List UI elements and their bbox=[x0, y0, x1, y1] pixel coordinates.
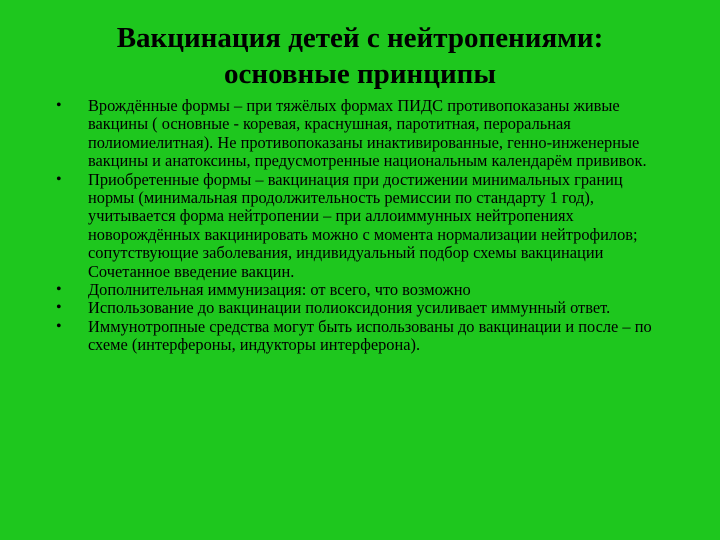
bullet-item-polyoxidonium bbox=[56, 299, 668, 317]
bullet-text: Приобретенные формы – вакцинация при достижении минимальных границ нормы (минимальная продолжительность ремиссии по стандарту 1 год), учитывается форма нейтропении – при аллоиммунных нейтропениях новорождённых вакцинировать можно с момента нормализации нейтрофилов; сопутствующие заболевания, индивидуальный подбор схемы вакцинации Сочетанное введение вакцин. bbox=[88, 169, 638, 281]
bullet-list bbox=[56, 97, 668, 355]
slide-title bbox=[60, 20, 660, 92]
bullet-text: Врождённые формы – при тяжёлых формах ПИДС противопоказаны живые вакцины ( основные - коревая, краснушная, паротитная, пероральная полиомиелитная). Не противопоказаны инактивированные, генно-инженерные вакцины и анатоксины, предусмотренные национальным календарём прививок. bbox=[88, 96, 647, 171]
bullet-item-acquired bbox=[56, 171, 668, 281]
bullet-item-additional-immunization bbox=[56, 281, 668, 299]
bullet-dot-icon: • bbox=[56, 281, 62, 299]
bullet-dot-icon: • bbox=[56, 299, 62, 317]
slide-title-line-2: основные принципы bbox=[223, 58, 497, 90]
bullet-item-immunotropic bbox=[56, 318, 668, 355]
slide-title-line-1: Вакцинация детей с нейтропениями: bbox=[116, 22, 604, 54]
bullet-dot-icon: • bbox=[56, 170, 62, 188]
bullet-item-congenital bbox=[56, 97, 668, 171]
bullet-text: Использование до вакцинации полиоксидония усиливает иммунный ответ. bbox=[88, 298, 611, 318]
bullet-dot-icon: • bbox=[56, 317, 62, 335]
bullet-text: Дополнительная иммунизация: от всего, что возможно bbox=[88, 280, 471, 300]
bullet-dot-icon: • bbox=[56, 97, 62, 114]
bullet-text: Иммунотропные средства могут быть использованы до вакцинации и после – по схеме (интерфероны, индукторы интерферона). bbox=[88, 316, 652, 355]
